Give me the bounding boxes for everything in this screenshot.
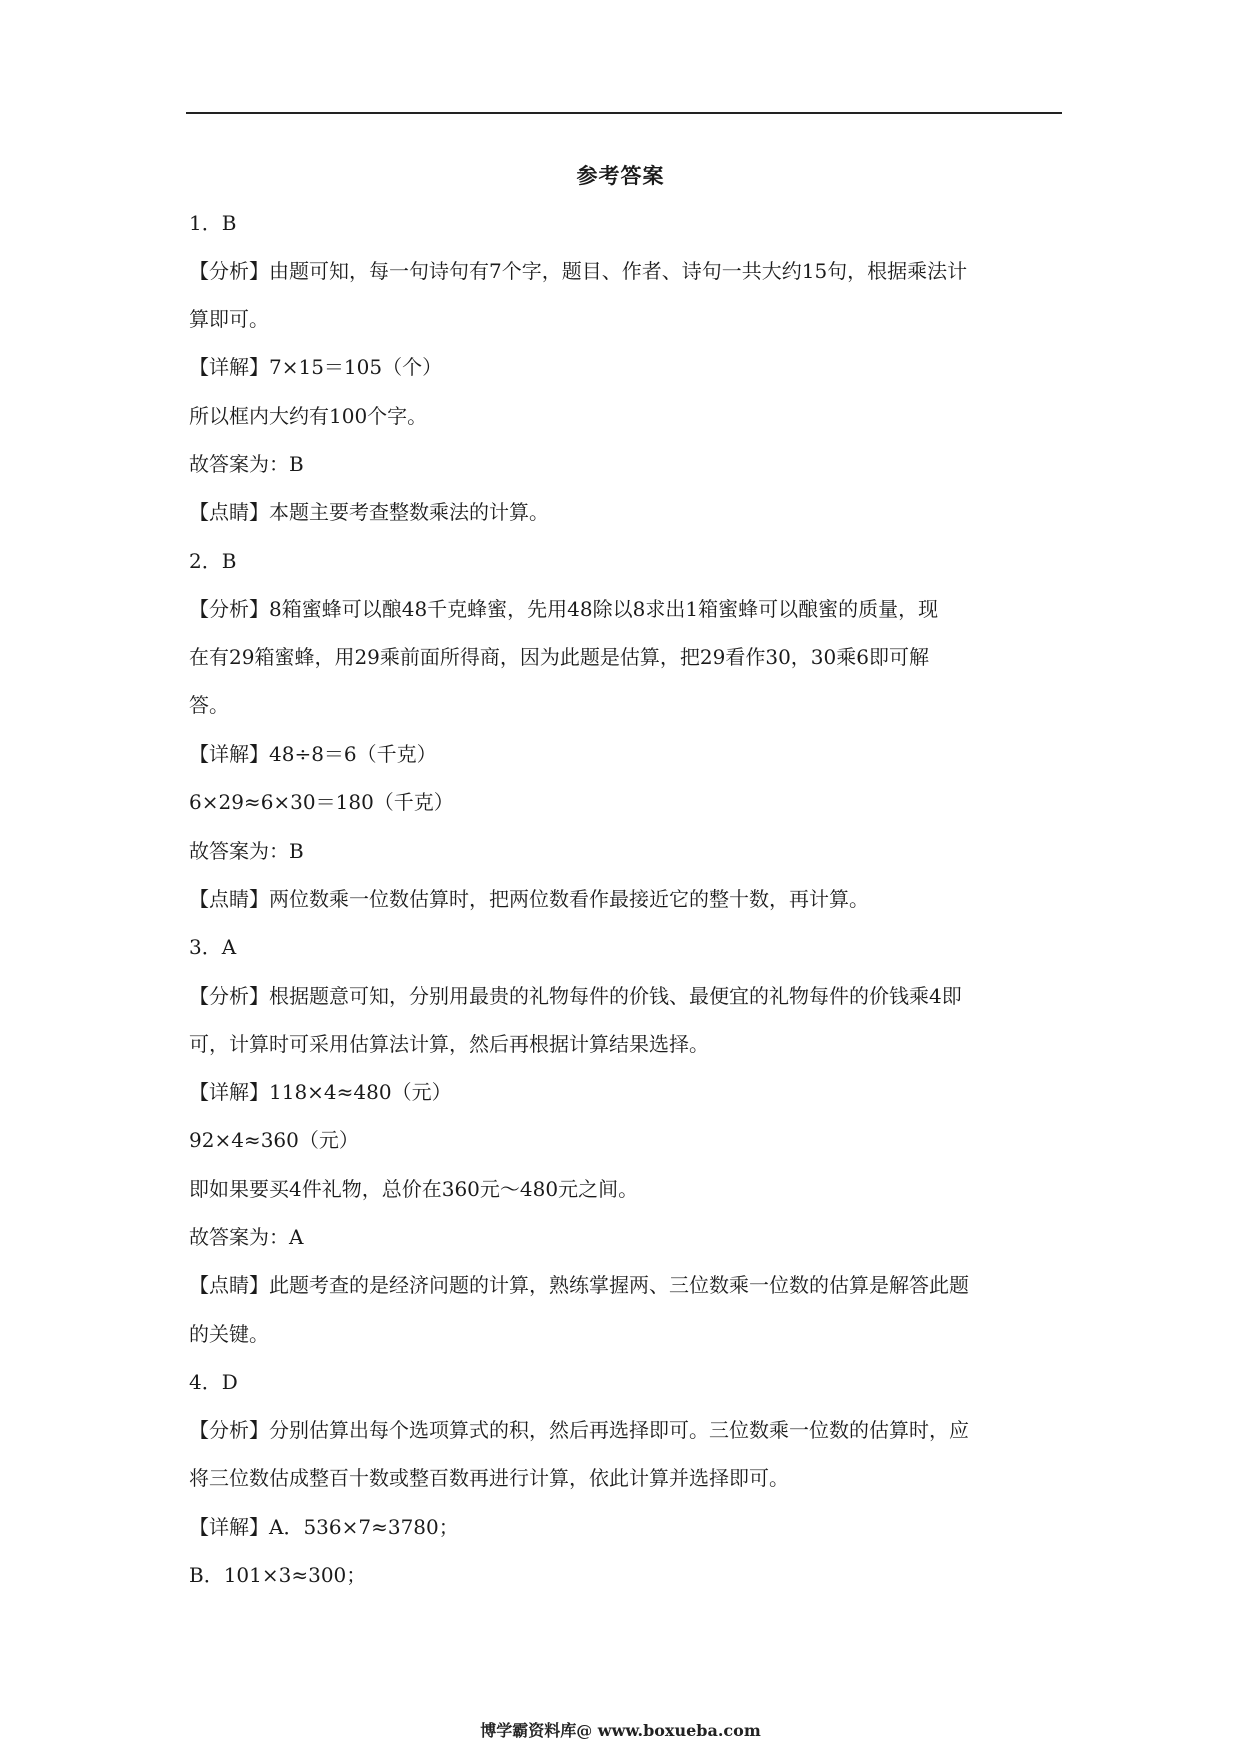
text-line: 【详解】118×4≈480（元）	[189, 1080, 452, 1104]
text-line: 【分析】由题可知，每一句诗句有7个字，题目、作者、诗句一共大约15句，根据乘法计	[189, 259, 968, 283]
text-line: 故答案为：A	[189, 1225, 304, 1249]
header-rule	[186, 112, 1062, 114]
text-line: 【分析】分别估算出每个选项算式的积，然后再选择即可。三位数乘一位数的估算时，应	[189, 1418, 969, 1442]
text-line: 答。	[189, 693, 229, 717]
text-line: 【分析】根据题意可知，分别用最贵的礼物每件的价钱、最便宜的礼物每件的价钱乘4即	[189, 984, 962, 1008]
text-line: 即如果要买4件礼物，总价在360元～480元之间。	[189, 1177, 639, 1201]
text-line: 【点睛】两位数乘一位数估算时，把两位数看作最接近它的整十数，再计算。	[189, 887, 869, 911]
text-line: 将三位数估成整百十数或整百数再进行计算，依此计算并选择即可。	[189, 1466, 789, 1490]
text-line: 故答案为：B	[189, 452, 304, 476]
text-line: 【详解】A．536×7≈3780；	[189, 1515, 459, 1539]
text-line: 6×29≈6×30＝180（千克）	[189, 790, 454, 814]
text-line: 【详解】7×15＝105（个）	[189, 355, 443, 379]
text-line: 算即可。	[189, 307, 269, 331]
text-line: 92×4≈360（元）	[189, 1128, 359, 1152]
text-line: 故答案为：B	[189, 839, 304, 863]
text-line: B．101×3≈300；	[189, 1563, 367, 1587]
text-line: 2．B	[189, 549, 237, 573]
text-line: 【详解】48÷8＝6（千克）	[189, 742, 437, 766]
text-line: 在有29箱蜜蜂，用29乘前面所得商，因为此题是估算，把29看作30，30乘6即可解	[189, 645, 929, 669]
text-line: 1．B	[189, 211, 237, 235]
text-line: 3．A	[189, 935, 237, 959]
footer-watermark: 博学霸资料库@ www.boxueba.com	[480, 1721, 761, 1740]
text-line: 4．D	[189, 1370, 238, 1394]
page-title: 参考答案	[576, 163, 665, 188]
text-line: 的关键。	[189, 1322, 269, 1346]
text-line: 【分析】8箱蜜蜂可以酿48千克蜂蜜，先用48除以8求出1箱蜜蜂可以酿蜜的质量，现	[189, 597, 939, 621]
text-line: 可，计算时可采用估算法计算，然后再根据计算结果选择。	[189, 1032, 709, 1056]
text-line: 【点睛】本题主要考查整数乘法的计算。	[189, 500, 549, 524]
text-line: 【点睛】此题考查的是经济问题的计算，熟练掌握两、三位数乘一位数的估算是解答此题	[189, 1273, 969, 1297]
text-line: 所以框内大约有100个字。	[189, 404, 428, 428]
